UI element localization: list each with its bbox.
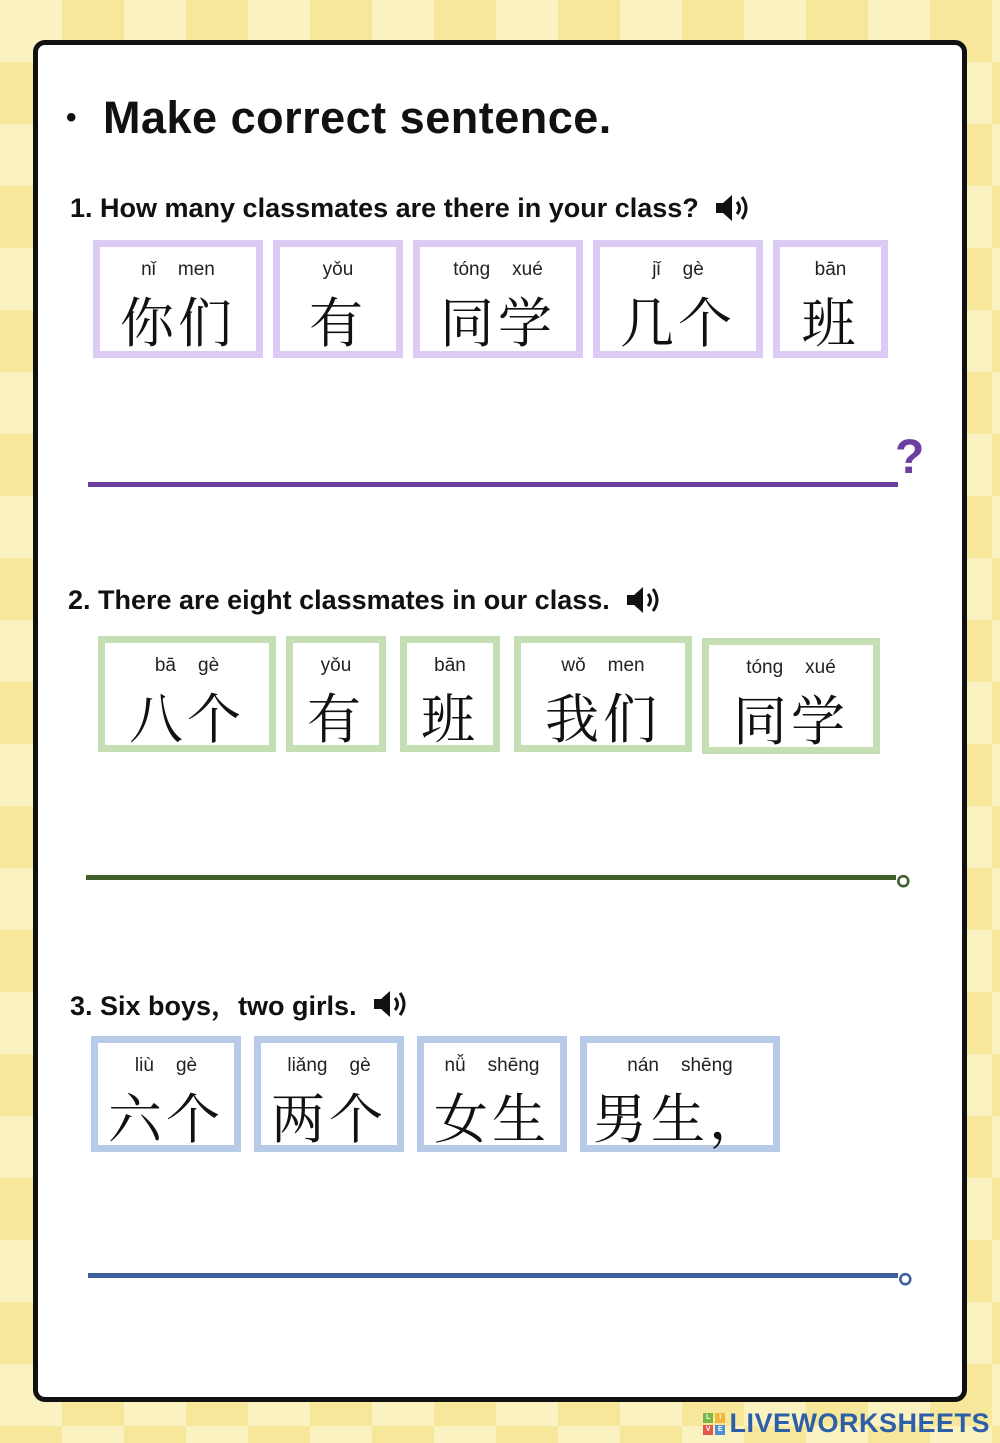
heading-bullet: • (66, 101, 78, 134)
word-tile[interactable] (98, 636, 276, 752)
hanzi: 我们 (545, 688, 661, 751)
pinyin: bān (814, 259, 847, 280)
word-tile[interactable] (580, 1036, 780, 1152)
question-1-prompt (70, 192, 753, 224)
word-tile[interactable] (93, 240, 263, 358)
question-1-text: 1. How many classmates are there in your class? (70, 192, 699, 223)
question-3-text: 3. Six boys，two girls. (70, 991, 357, 1021)
word-tile[interactable] (400, 636, 500, 752)
heading-title: Make correct sentence. (103, 92, 612, 143)
pinyin: nǚ shēng (444, 1055, 540, 1076)
speaker-icon[interactable] (371, 988, 411, 1020)
answer-line-3 (88, 1273, 898, 1278)
word-tile[interactable] (254, 1036, 404, 1152)
pinyin: tóng xué (746, 657, 836, 678)
pinyin: tóng xué (453, 259, 543, 280)
pinyin: nǐ men (141, 259, 215, 280)
pinyin: bān (434, 655, 466, 676)
word-tile[interactable] (773, 240, 888, 358)
hanzi: 同学 (440, 292, 556, 355)
speaker-icon[interactable] (624, 584, 664, 616)
word-tile[interactable] (593, 240, 763, 358)
liveworksheets-brand (703, 1408, 990, 1439)
word-tile[interactable] (273, 240, 403, 358)
pinyin: liù gè (134, 1055, 198, 1076)
answer-input-2[interactable] (86, 818, 896, 876)
word-tile[interactable] (417, 1036, 567, 1152)
liveworksheets-logo-icon: L I V E (703, 1413, 725, 1435)
hanzi: 男生， (593, 1088, 767, 1151)
hanzi: 两个 (271, 1088, 387, 1151)
worksheet-heading (66, 92, 612, 144)
pinyin: wǒ men (561, 655, 645, 676)
hanzi: 有 (307, 688, 365, 751)
pinyin: yǒu (322, 259, 354, 280)
word-tile[interactable] (91, 1036, 241, 1152)
hanzi: 你们 (120, 292, 236, 355)
answer-input-3[interactable] (88, 1216, 898, 1274)
speaker-icon[interactable] (713, 192, 753, 224)
hanzi: 八个 (129, 688, 245, 751)
pinyin: liǎng gè (287, 1055, 371, 1076)
brand-name: LIVEWORKSHEETS (729, 1408, 990, 1438)
word-tile[interactable] (413, 240, 583, 358)
question-2-prompt (68, 584, 664, 616)
word-tile[interactable] (702, 638, 880, 754)
hanzi: 几个 (620, 292, 736, 355)
hanzi: 班 (801, 292, 860, 355)
pinyin: jǐ gè (652, 259, 704, 280)
pinyin: bā gè (154, 655, 220, 676)
word-tile[interactable] (286, 636, 386, 752)
question-2-text: 2. There are eight classmates in our class. (68, 584, 610, 615)
pinyin: nán shēng (627, 1055, 733, 1076)
full-stop-mark: 。 (896, 848, 936, 892)
question-mark: ? (895, 431, 925, 484)
answer-line-2 (86, 875, 896, 880)
full-stop-mark: 。 (898, 1246, 938, 1290)
hanzi: 女生 (434, 1088, 550, 1151)
answer-line-1 (88, 482, 898, 487)
pinyin: yǒu (320, 655, 352, 676)
word-tile[interactable] (514, 636, 692, 752)
hanzi: 有 (309, 292, 367, 355)
hanzi: 六个 (108, 1088, 224, 1151)
answer-input-1[interactable] (88, 425, 898, 483)
hanzi: 同学 (733, 690, 849, 753)
hanzi: 班 (421, 688, 479, 751)
question-3-prompt (70, 984, 411, 1023)
